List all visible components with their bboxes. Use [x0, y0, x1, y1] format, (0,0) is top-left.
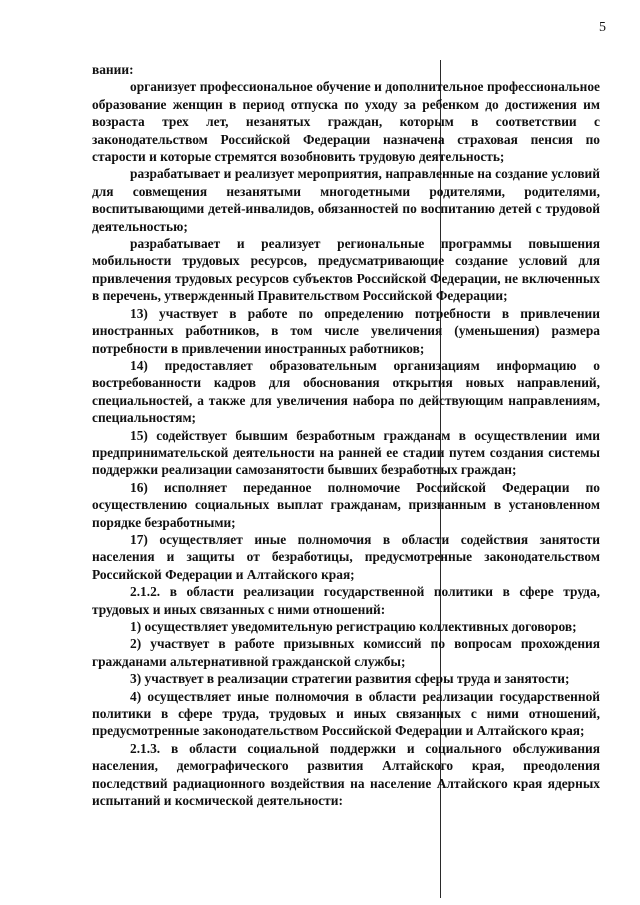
paragraph-sub-item-1: 1) осуществляет уведомительную регистрацию коллективных договоров;: [130, 619, 577, 634]
paragraph-sub-item-4: 4) осуществляет иные полномочия в области реализации государственной политики в сфере труда, трудовых и иных связанных с ними отношений, предусмотренные законодательством Российской Федерации и Алтайского края;: [92, 688, 600, 739]
paragraph-item-14: 14) предоставляет образовательным организациям информацию о востребованности кадров для обоснования открытия новых направлений, специальностей, а также для увеличения набора по действующим направлениям, специальностям;: [92, 357, 600, 426]
paragraph-labor-mobility: разрабатывает и реализует региональные программы повышения мобильности трудовых ресурсов, предусматривающие создание условий для привлечения трудовых ресурсов субъектов Российской Федерации, не включенных в перечень, утвержденный Правительством Российской Федерации;: [92, 236, 600, 304]
paragraph-sub-item-3: 3) участвует в реализации стратегии развития сферы труда и занятости;: [130, 671, 570, 687]
paragraph-vocational-training: организует профессиональное обучение и дополнительное профессиональное образование женщин в период отпуска по уходу за ребенком до достижения им возраста трех лет, незанятых граждан, которым в соответствии с законодательством Российской Федерации назначена страховая пенсия по старости и которые стремятся возобновить трудовую деятельность;: [92, 79, 600, 165]
page-number: 5: [599, 20, 606, 35]
paragraph-combining-duties: разрабатывает и реализует мероприятия, направленные на создание условий для совмещения незанятыми многодетными родителями, родителями, воспитывающими детей-инвалидов, обязанностей по воспитанию детей с трудовой деятельностью;: [92, 166, 600, 234]
paragraph-item-13: 13) участвует в работе по определению потребности в привлечении иностранных работников, в том числе увеличения (уменьшения) размера потребности в привлечении иностранных работников;: [92, 305, 600, 356]
paragraph-section-2-1-2: 2.1.2. в области реализации государственной политики в сфере труда, трудовых и иных связанных с ними отношений:: [92, 584, 600, 617]
paragraph-section-2-1-3: 2.1.3. в области социальной поддержки и социального обслуживания населения, демографического развития Алтайского края, преодоления последствий радиационного воздействия на население Алтайского края ядерных испытаний и космической деятельности:: [92, 740, 600, 809]
paragraph-continuation: вании:: [92, 62, 134, 77]
document-body: [92, 61, 600, 809]
paragraph-item-17: 17) осуществляет иные полномочия в области содействия занятости населения и защиты от безработицы, предусмотренные законодательством Российской Федерации и Алтайского края;: [92, 531, 600, 582]
paragraph-sub-item-2: 2) участвует в работе призывных комиссий по вопросам прохождения гражданами альтернативной гражданской службы;: [92, 636, 600, 669]
paragraph-item-16: 16) исполняет переданное полномочие Российской Федерации по осуществлению социальных выплат гражданам, признанным в установленном порядке безработными;: [92, 479, 600, 530]
paragraph-item-15: 15) содействует бывшим безработным гражданам в осуществлении ими предпринимательской деятельности на ранней ее стадии путем создания системы поддержки реализации самозанятости бывших безработных граждан;: [92, 427, 600, 478]
